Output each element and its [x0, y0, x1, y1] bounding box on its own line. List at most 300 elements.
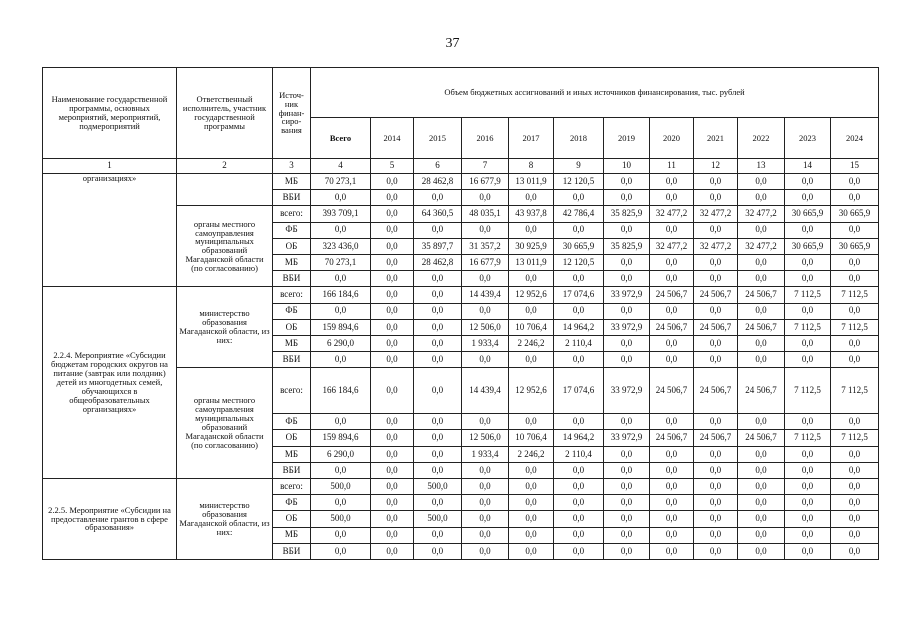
year-value: 0,0 [509, 479, 554, 495]
year-value: 24 506,7 [650, 287, 694, 303]
year-value: 0,0 [462, 222, 509, 238]
year-value: 14 964,2 [554, 319, 604, 335]
year-value: 0,0 [554, 479, 604, 495]
year-value: 0,0 [371, 254, 414, 270]
year-value: 0,0 [785, 190, 831, 206]
year-value: 42 786,4 [554, 206, 604, 222]
year-value: 0,0 [738, 511, 785, 527]
year-value: 0,0 [462, 479, 509, 495]
header-year: 2014 [371, 118, 414, 159]
year-value: 0,0 [785, 479, 831, 495]
year-value: 0,0 [831, 174, 879, 190]
column-number: 4 [311, 159, 371, 174]
year-value: 0,0 [554, 527, 604, 543]
year-value: 7 112,5 [785, 287, 831, 303]
total-value: 6 290,0 [311, 446, 371, 462]
year-value: 0,0 [371, 222, 414, 238]
column-number: 13 [738, 159, 785, 174]
year-value: 0,0 [371, 527, 414, 543]
year-value: 13 011,9 [509, 254, 554, 270]
year-value: 0,0 [831, 414, 879, 430]
header-year: 2017 [509, 118, 554, 159]
year-value: 30 665,9 [831, 238, 879, 254]
year-value: 0,0 [371, 430, 414, 446]
year-value: 0,0 [604, 495, 650, 511]
funding-source: ФБ [273, 495, 311, 511]
total-value: 70 273,1 [311, 174, 371, 190]
column-number: 10 [604, 159, 650, 174]
year-value: 24 506,7 [694, 287, 738, 303]
year-value: 0,0 [462, 303, 509, 319]
funding-source: всего: [273, 206, 311, 222]
year-value: 0,0 [414, 414, 462, 430]
year-value: 0,0 [462, 511, 509, 527]
year-value: 0,0 [831, 303, 879, 319]
year-value: 0,0 [414, 190, 462, 206]
year-value: 0,0 [785, 271, 831, 287]
year-value: 7 112,5 [785, 430, 831, 446]
year-value: 0,0 [414, 462, 462, 478]
year-value: 28 462,8 [414, 174, 462, 190]
year-value: 0,0 [785, 527, 831, 543]
header-year: 2018 [554, 118, 604, 159]
total-value: 6 290,0 [311, 335, 371, 351]
total-value: 323 436,0 [311, 238, 371, 254]
header-year: 2015 [414, 118, 462, 159]
year-value: 64 360,5 [414, 206, 462, 222]
responsible-executor: органы местного самоуправления муниципальных образований Магаданской области (по согласованию) [177, 206, 273, 287]
year-value: 32 477,2 [738, 206, 785, 222]
year-value: 30 665,9 [785, 238, 831, 254]
year-value: 0,0 [371, 190, 414, 206]
year-value: 7 112,5 [831, 319, 879, 335]
year-value: 0,0 [831, 352, 879, 368]
year-value: 0,0 [509, 495, 554, 511]
year-value: 1 933,4 [462, 446, 509, 462]
year-value: 0,0 [604, 352, 650, 368]
year-value: 16 677,9 [462, 174, 509, 190]
year-value: 0,0 [509, 222, 554, 238]
column-number: 9 [554, 159, 604, 174]
year-value: 0,0 [604, 414, 650, 430]
year-value: 0,0 [462, 462, 509, 478]
program-name: организациях» [43, 174, 177, 287]
year-value: 43 937,8 [509, 206, 554, 222]
year-value: 0,0 [371, 271, 414, 287]
year-value: 0,0 [694, 462, 738, 478]
funding-source: ФБ [273, 414, 311, 430]
year-value: 500,0 [414, 511, 462, 527]
year-value: 0,0 [414, 271, 462, 287]
table-row [43, 287, 879, 303]
year-value: 12 120,5 [554, 254, 604, 270]
year-value: 0,0 [738, 254, 785, 270]
year-value: 0,0 [554, 190, 604, 206]
year-value: 0,0 [831, 479, 879, 495]
year-value: 0,0 [650, 335, 694, 351]
header-year: 2016 [462, 118, 509, 159]
table-header [43, 68, 879, 174]
year-value: 0,0 [650, 222, 694, 238]
year-value: 0,0 [462, 271, 509, 287]
year-value: 0,0 [831, 495, 879, 511]
year-value: 0,0 [694, 414, 738, 430]
year-value: 0,0 [650, 352, 694, 368]
funding-source: всего: [273, 368, 311, 414]
year-value: 12 952,6 [509, 368, 554, 414]
year-value: 0,0 [650, 511, 694, 527]
total-value: 393 709,1 [311, 206, 371, 222]
year-value: 7 112,5 [785, 319, 831, 335]
year-value: 0,0 [738, 495, 785, 511]
year-value: 0,0 [509, 527, 554, 543]
year-value: 24 506,7 [738, 430, 785, 446]
year-value: 0,0 [414, 495, 462, 511]
table-row [43, 479, 879, 495]
year-value: 0,0 [554, 303, 604, 319]
year-value: 0,0 [509, 271, 554, 287]
total-value: 0,0 [311, 271, 371, 287]
year-value: 1 933,4 [462, 335, 509, 351]
year-value: 0,0 [738, 222, 785, 238]
column-number: 12 [694, 159, 738, 174]
column-number: 7 [462, 159, 509, 174]
year-value: 24 506,7 [694, 430, 738, 446]
year-value: 2 110,4 [554, 446, 604, 462]
year-value: 0,0 [604, 462, 650, 478]
year-value: 0,0 [604, 335, 650, 351]
year-value: 0,0 [738, 303, 785, 319]
header-total: Всего [311, 118, 371, 159]
year-value: 2 110,4 [554, 335, 604, 351]
year-value: 0,0 [650, 303, 694, 319]
year-value: 0,0 [785, 511, 831, 527]
year-value: 30 665,9 [785, 206, 831, 222]
year-value: 2 246,2 [509, 446, 554, 462]
year-value: 33 972,9 [604, 368, 650, 414]
header-responsible: Ответственный исполнитель, участник государственной программы [177, 68, 273, 159]
year-value: 30 925,9 [509, 238, 554, 254]
year-value: 7 112,5 [831, 430, 879, 446]
year-value: 0,0 [738, 446, 785, 462]
funding-source: ОБ [273, 319, 311, 335]
year-value: 0,0 [371, 446, 414, 462]
funding-source: ВБИ [273, 352, 311, 368]
year-value: 30 665,9 [554, 238, 604, 254]
year-value: 0,0 [371, 319, 414, 335]
year-value: 0,0 [554, 352, 604, 368]
funding-source: МБ [273, 335, 311, 351]
budget-table [42, 67, 879, 560]
year-value: 0,0 [738, 352, 785, 368]
year-value: 0,0 [694, 335, 738, 351]
year-value: 0,0 [694, 527, 738, 543]
year-value: 0,0 [604, 479, 650, 495]
total-value: 0,0 [311, 190, 371, 206]
year-value: 0,0 [738, 271, 785, 287]
column-number: 1 [43, 159, 177, 174]
year-value: 0,0 [414, 352, 462, 368]
year-value: 14 439,4 [462, 368, 509, 414]
year-value: 31 357,2 [462, 238, 509, 254]
funding-source: ВБИ [273, 190, 311, 206]
year-value: 0,0 [831, 462, 879, 478]
year-value: 24 506,7 [694, 319, 738, 335]
year-value: 0,0 [371, 414, 414, 430]
funding-source: ВБИ [273, 543, 311, 559]
year-value: 0,0 [785, 352, 831, 368]
column-number: 11 [650, 159, 694, 174]
year-value: 0,0 [831, 527, 879, 543]
year-value: 32 477,2 [738, 238, 785, 254]
total-value: 159 894,6 [311, 430, 371, 446]
year-value: 33 972,9 [604, 319, 650, 335]
year-value: 0,0 [371, 174, 414, 190]
responsible-executor [177, 174, 273, 206]
year-value: 0,0 [694, 511, 738, 527]
year-value: 12 952,6 [509, 287, 554, 303]
year-value: 0,0 [650, 479, 694, 495]
total-value: 159 894,6 [311, 319, 371, 335]
year-value: 12 506,0 [462, 319, 509, 335]
year-value: 0,0 [604, 543, 650, 559]
year-value: 24 506,7 [650, 319, 694, 335]
header-year: 2023 [785, 118, 831, 159]
column-number: 5 [371, 159, 414, 174]
year-value: 0,0 [738, 479, 785, 495]
year-value: 0,0 [650, 543, 694, 559]
year-value: 17 074,6 [554, 368, 604, 414]
year-value: 0,0 [371, 206, 414, 222]
year-value: 0,0 [604, 222, 650, 238]
funding-source: ВБИ [273, 271, 311, 287]
page-number: 37 [445, 36, 460, 51]
year-value: 0,0 [694, 254, 738, 270]
header-year: 2021 [694, 118, 738, 159]
year-value: 33 972,9 [604, 430, 650, 446]
column-number: 14 [785, 159, 831, 174]
funding-source: всего: [273, 479, 311, 495]
year-value: 0,0 [509, 190, 554, 206]
year-value: 32 477,2 [650, 238, 694, 254]
year-value: 0,0 [371, 303, 414, 319]
year-value: 0,0 [414, 222, 462, 238]
table-row [43, 174, 879, 190]
year-value: 0,0 [694, 479, 738, 495]
year-value: 16 677,9 [462, 254, 509, 270]
year-value: 0,0 [831, 335, 879, 351]
year-value: 32 477,2 [650, 206, 694, 222]
year-value: 0,0 [694, 190, 738, 206]
year-value: 0,0 [371, 462, 414, 478]
funding-source: ВБИ [273, 462, 311, 478]
year-value: 24 506,7 [738, 319, 785, 335]
year-value: 0,0 [509, 414, 554, 430]
funding-source: МБ [273, 254, 311, 270]
total-value: 70 273,1 [311, 254, 371, 270]
year-value: 17 074,6 [554, 287, 604, 303]
year-value: 0,0 [694, 303, 738, 319]
funding-source: ОБ [273, 430, 311, 446]
year-value: 0,0 [371, 287, 414, 303]
year-value: 0,0 [785, 414, 831, 430]
year-value: 0,0 [831, 271, 879, 287]
year-value: 30 665,9 [831, 206, 879, 222]
year-value: 0,0 [785, 335, 831, 351]
funding-source: ФБ [273, 303, 311, 319]
year-value: 35 825,9 [604, 238, 650, 254]
year-value: 0,0 [371, 479, 414, 495]
year-value: 24 506,7 [694, 368, 738, 414]
column-number: 2 [177, 159, 273, 174]
responsible-executor: органы местного самоуправления муниципальных образований Магаданской области (по согласованию) [177, 368, 273, 479]
year-value: 0,0 [509, 462, 554, 478]
funding-source: ОБ [273, 238, 311, 254]
year-value: 0,0 [509, 352, 554, 368]
total-value: 0,0 [311, 414, 371, 430]
year-value: 0,0 [785, 303, 831, 319]
year-value: 0,0 [604, 527, 650, 543]
year-value: 0,0 [554, 414, 604, 430]
total-value: 0,0 [311, 303, 371, 319]
year-value: 0,0 [414, 287, 462, 303]
funding-source: МБ [273, 174, 311, 190]
year-value: 0,0 [831, 190, 879, 206]
year-value: 0,0 [509, 511, 554, 527]
year-value: 0,0 [604, 254, 650, 270]
total-value: 500,0 [311, 511, 371, 527]
year-value: 28 462,8 [414, 254, 462, 270]
year-value: 0,0 [604, 446, 650, 462]
program-name: 2.2.5. Мероприятие «Субсидии на предоставление грантов в сфере образования» [43, 479, 177, 560]
year-value: 0,0 [694, 174, 738, 190]
year-value: 0,0 [738, 414, 785, 430]
year-value: 13 011,9 [509, 174, 554, 190]
column-number: 3 [273, 159, 311, 174]
total-value: 0,0 [311, 543, 371, 559]
column-number: 8 [509, 159, 554, 174]
year-value: 0,0 [371, 238, 414, 254]
year-value: 0,0 [694, 495, 738, 511]
year-value: 0,0 [831, 511, 879, 527]
year-value: 0,0 [738, 190, 785, 206]
year-value: 7 112,5 [785, 368, 831, 414]
year-value: 0,0 [785, 446, 831, 462]
year-value: 0,0 [785, 222, 831, 238]
year-value: 24 506,7 [738, 287, 785, 303]
year-value: 0,0 [554, 543, 604, 559]
year-value: 0,0 [694, 271, 738, 287]
responsible-executor: министерство образования Магаданской области, из них: [177, 479, 273, 560]
year-value: 0,0 [414, 368, 462, 414]
header-year: 2024 [831, 118, 879, 159]
year-value: 0,0 [650, 190, 694, 206]
year-value: 0,0 [650, 446, 694, 462]
year-value: 7 112,5 [831, 368, 879, 414]
year-value: 0,0 [694, 352, 738, 368]
year-value: 0,0 [694, 446, 738, 462]
year-value: 0,0 [462, 527, 509, 543]
year-value: 0,0 [650, 414, 694, 430]
year-value: 0,0 [554, 222, 604, 238]
year-value: 0,0 [785, 462, 831, 478]
year-value: 0,0 [831, 254, 879, 270]
header-source: Источ-ник финан-сиро-вания [273, 68, 311, 159]
responsible-executor: министерство образования Магаданской области, из них: [177, 287, 273, 368]
year-value: 500,0 [414, 479, 462, 495]
year-value: 10 706,4 [509, 319, 554, 335]
header-year: 2020 [650, 118, 694, 159]
year-value: 0,0 [785, 174, 831, 190]
year-value: 0,0 [694, 543, 738, 559]
year-value: 0,0 [462, 495, 509, 511]
year-value: 48 035,1 [462, 206, 509, 222]
year-value: 0,0 [650, 174, 694, 190]
year-value: 0,0 [831, 543, 879, 559]
total-value: 500,0 [311, 479, 371, 495]
year-value: 24 506,7 [650, 430, 694, 446]
year-value: 0,0 [462, 352, 509, 368]
year-value: 0,0 [604, 190, 650, 206]
year-value: 0,0 [694, 222, 738, 238]
total-value: 0,0 [311, 495, 371, 511]
year-value: 0,0 [738, 543, 785, 559]
total-value: 166 184,6 [311, 368, 371, 414]
funding-source: МБ [273, 527, 311, 543]
total-value: 0,0 [311, 222, 371, 238]
year-value: 24 506,7 [738, 368, 785, 414]
year-value: 0,0 [371, 495, 414, 511]
funding-source: всего: [273, 287, 311, 303]
year-value: 0,0 [650, 254, 694, 270]
year-value: 0,0 [738, 462, 785, 478]
header-year: 2019 [604, 118, 650, 159]
year-value: 12 506,0 [462, 430, 509, 446]
year-value: 0,0 [650, 462, 694, 478]
column-number: 15 [831, 159, 879, 174]
year-value: 0,0 [554, 271, 604, 287]
year-value: 14 964,2 [554, 430, 604, 446]
year-value: 0,0 [554, 462, 604, 478]
funding-source: МБ [273, 446, 311, 462]
year-value: 10 706,4 [509, 430, 554, 446]
year-value: 0,0 [462, 543, 509, 559]
year-value: 0,0 [650, 495, 694, 511]
year-value: 0,0 [738, 174, 785, 190]
year-value: 32 477,2 [694, 238, 738, 254]
total-value: 0,0 [311, 352, 371, 368]
year-value: 0,0 [414, 430, 462, 446]
year-value: 0,0 [554, 511, 604, 527]
funding-source: ФБ [273, 222, 311, 238]
header-name: Наименование государственной программы, основных мероприятий, мероприятий, подмероприятий [43, 68, 177, 159]
year-value: 0,0 [831, 222, 879, 238]
year-value: 7 112,5 [831, 287, 879, 303]
total-value: 0,0 [311, 527, 371, 543]
total-value: 0,0 [311, 462, 371, 478]
year-value: 0,0 [831, 446, 879, 462]
year-value: 0,0 [371, 511, 414, 527]
year-value: 0,0 [414, 335, 462, 351]
year-value: 32 477,2 [694, 206, 738, 222]
year-value: 2 246,2 [509, 335, 554, 351]
year-value: 35 897,7 [414, 238, 462, 254]
year-value: 0,0 [462, 190, 509, 206]
year-value: 0,0 [509, 303, 554, 319]
program-name: 2.2.4. Мероприятие «Субсидии бюджетам городских округов на питание (завтрак или полдник) детей из многодетных семей, обучающихся в общеобразовательных организациях» [43, 287, 177, 479]
year-value: 35 825,9 [604, 206, 650, 222]
year-value: 24 506,7 [650, 368, 694, 414]
